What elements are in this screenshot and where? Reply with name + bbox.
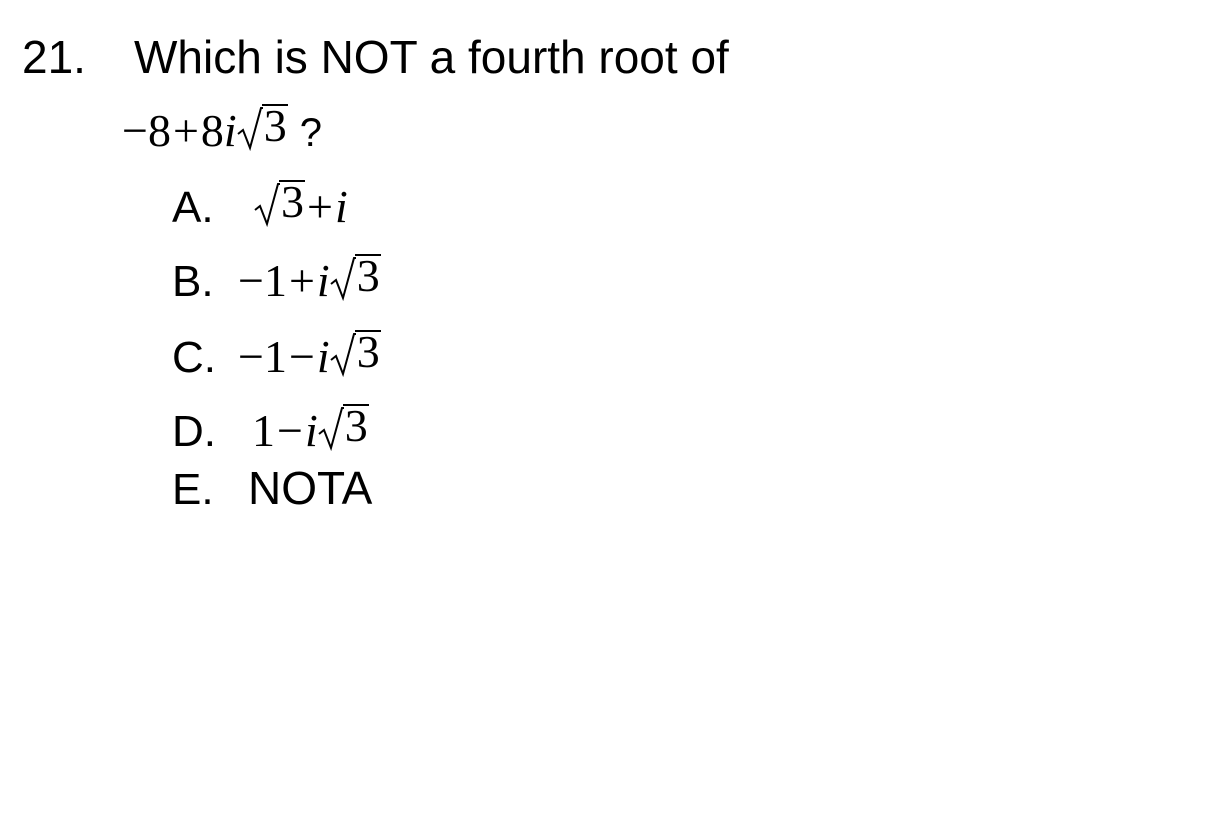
expr-radical — [237, 100, 288, 151]
expr-imaginary-unit: i — [223, 105, 237, 156]
choice-e[interactable] — [172, 460, 372, 520]
choice-d-i: i — [304, 405, 318, 456]
choice-d[interactable] — [172, 400, 369, 460]
choice-b-radical — [330, 250, 381, 301]
choice-b-op: + — [288, 255, 315, 306]
choice-a[interactable] — [172, 176, 348, 236]
choice-c-radicand: 3 — [356, 326, 380, 377]
question-number: 21. — [22, 31, 86, 83]
choice-c-sign: − — [238, 331, 264, 382]
expr-term-a: 8 — [147, 105, 171, 156]
choice-b-num: 1 — [263, 255, 287, 306]
choice-c-radical — [330, 326, 381, 377]
choice-e-text: NOTA — [248, 462, 373, 514]
choice-a-radical — [254, 176, 305, 227]
choice-d-op: − — [277, 405, 303, 456]
expr-minus: − — [122, 105, 148, 156]
sqrt-sign-icon — [237, 106, 263, 152]
choice-letter: D. — [172, 407, 216, 456]
choice-a-math — [254, 176, 348, 235]
choice-letter: E. — [172, 465, 214, 514]
choice-a-i: i — [334, 181, 348, 232]
expr-term-b: 8 — [200, 105, 224, 156]
choice-c[interactable] — [172, 326, 381, 386]
choice-a-op: + — [307, 181, 333, 232]
choice-b-math — [238, 250, 381, 309]
choice-letter: B. — [172, 257, 214, 306]
choice-b-sign: − — [238, 255, 264, 306]
choice-d-radicand: 3 — [344, 400, 368, 451]
choice-a-radicand: 3 — [281, 176, 304, 227]
choice-letter: C. — [172, 333, 216, 382]
expr-radicand: 3 — [263, 100, 287, 151]
choice-c-i: i — [316, 331, 330, 382]
choice-c-num: 1 — [263, 331, 287, 382]
question-mark: ? — [299, 111, 322, 155]
expression-math — [122, 100, 288, 159]
choice-c-math — [238, 326, 381, 385]
choice-d-radical — [318, 400, 369, 451]
sqrt-sign-icon — [330, 332, 356, 378]
sqrt-sign-icon — [330, 256, 356, 302]
sqrt-sign-icon — [254, 182, 280, 228]
expr-plus: + — [172, 105, 199, 156]
choice-d-num: 1 — [252, 405, 275, 456]
question-stem: Which is NOT a fourth root of — [134, 31, 729, 83]
sqrt-sign-icon — [318, 406, 344, 452]
choice-d-math — [252, 400, 369, 459]
choice-b-i: i — [316, 255, 330, 306]
choice-c-op: − — [288, 331, 315, 382]
choice-b-radicand: 3 — [356, 250, 380, 301]
question-expression — [122, 100, 322, 156]
choice-b[interactable] — [172, 250, 381, 310]
choice-letter: A. — [172, 183, 214, 232]
